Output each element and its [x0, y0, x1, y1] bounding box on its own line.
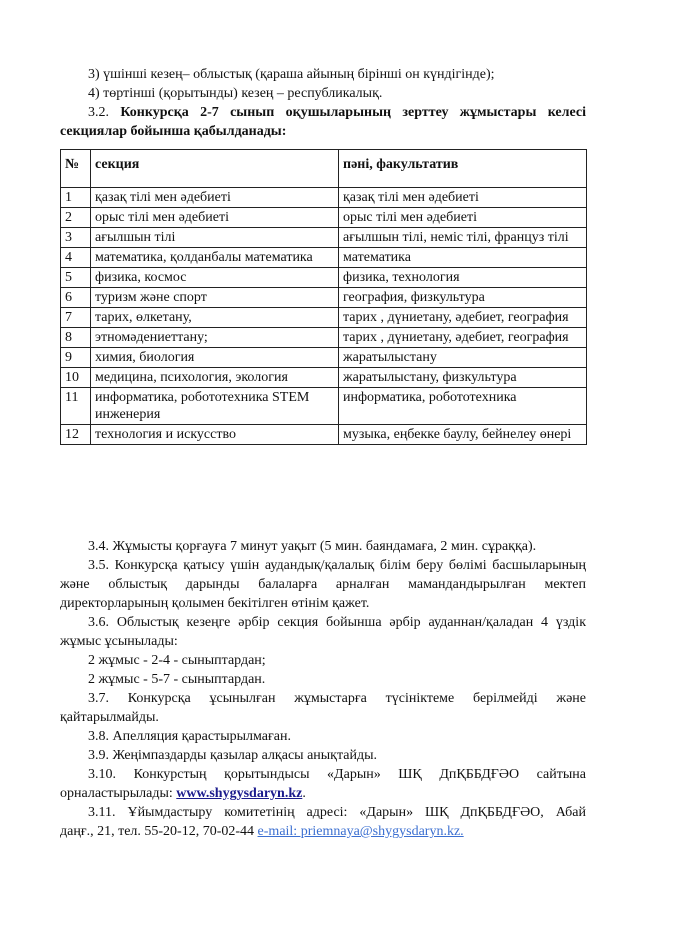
stage-4-line: 4) төртінші (қорытынды) кезең – республикалық. [88, 86, 383, 101]
para-3-8: 3.8. Апелляция қарастырылмаған. [88, 729, 291, 744]
row-number: 8 [61, 328, 91, 348]
para-3-5-line-2: және облыстық дарынды балаларға арналған мамандандырылған мектеп [60, 577, 586, 592]
para-3-5-line-1: 3.5. Конкурсқа қатысу үшін аудандық/қалалық білім беру бөлімі басшыларының [88, 558, 586, 573]
row-section: этномәдениеттану; [91, 328, 339, 348]
para-3-10-prefix: орналастырылады: [60, 786, 177, 801]
row-subject: жаратылыстану [339, 348, 587, 368]
row-number: 3 [61, 228, 91, 248]
row-section: туризм және спорт [91, 288, 339, 308]
row-section: информатика, робототехника STEM инженерия [91, 388, 339, 425]
header-number: № [61, 150, 91, 188]
para-3-11-line-2 [60, 823, 464, 842]
table-row [61, 308, 587, 328]
row-subject: музыка, еңбекке баулу, бейнелеу өнері [339, 425, 587, 445]
table-row [61, 228, 587, 248]
table-row [61, 328, 587, 348]
para-3-10-suffix: . [302, 786, 306, 801]
website-link[interactable]: www.shygysdaryn.kz [176, 786, 303, 801]
table-header-row [61, 150, 587, 188]
para-3-10-line-2 [60, 785, 306, 804]
table-row [61, 388, 587, 425]
row-number: 11 [61, 388, 91, 425]
row-number: 6 [61, 288, 91, 308]
header-subject: пәні, факультатив [339, 150, 587, 188]
row-section: медицина, психология, экология [91, 368, 339, 388]
table-row [61, 348, 587, 368]
table-row [61, 368, 587, 388]
para-3-6-line-2: жұмыс ұсынылады: [60, 634, 178, 649]
para-3-7-line-2: қайтарылмайды. [60, 710, 159, 725]
row-subject: ағылшын тілі, неміс тілі, француз тілі [339, 228, 587, 248]
email-link[interactable]: e-mail: priemnaya@shygysdaryn.kz. [257, 824, 464, 839]
row-subject: география, физкультура [339, 288, 587, 308]
row-subject: математика [339, 248, 587, 268]
row-section: орыс тілі мен әдебиеті [91, 208, 339, 228]
row-subject: қазақ тілі мен әдебиеті [339, 188, 587, 208]
para-3-6-item-b: 2 жұмыс - 5-7 - сыныптардан. [88, 672, 266, 687]
row-subject: физика, технология [339, 268, 587, 288]
table-row [61, 208, 587, 228]
row-section: тарих, өлкетану, [91, 308, 339, 328]
para-3-2-number: 3.2. [88, 105, 109, 120]
para-3-11-prefix: даңғ., 21, тел. 55-20-12, 70-02-44 [60, 824, 258, 839]
row-section: математика, қолданбалы математика [91, 248, 339, 268]
sections-table [60, 149, 587, 445]
table-row [61, 188, 587, 208]
table-row [61, 248, 587, 268]
row-number: 7 [61, 308, 91, 328]
row-section: физика, космос [91, 268, 339, 288]
row-number: 10 [61, 368, 91, 388]
para-3-9: 3.9. Жеңімпаздарды қазылар алқасы анықтайды. [88, 748, 378, 763]
row-subject: жаратылыстану, физкультура [339, 368, 587, 388]
table-row [61, 425, 587, 445]
row-number: 1 [61, 188, 91, 208]
stage-3-line: 3) үшінші кезең– облыстық (қараша айының бірінші он күндігінде); [88, 67, 495, 82]
para-3-4: 3.4. Жұмысты қорғауға 7 минут уақыт (5 мин. баяндамаға, 2 мин. сұраққа). [88, 539, 537, 554]
row-number: 12 [61, 425, 91, 445]
table-row [61, 288, 587, 308]
para-3-2-heading: Конкурсқа 2-7 сынып оқушыларының зерттеу жұмыстары келесі [120, 105, 586, 120]
row-section: химия, биология [91, 348, 339, 368]
table-row [61, 268, 587, 288]
para-3-7-line-1: 3.7. Конкурсқа ұсынылған жұмыстарға түсініктеме берілмейді және [88, 691, 586, 706]
row-number: 4 [61, 248, 91, 268]
row-subject: орыс тілі мен әдебиеті [339, 208, 587, 228]
para-3-10-line-1: 3.10. Конкурстың қорытындысы «Дарын» ШҚ ДпҚББДҒӘО сайтына [88, 767, 586, 782]
para-3-2-line-2: секциялар бойынша қабылданады: [60, 124, 287, 139]
para-3-2-line-1 [88, 104, 586, 123]
row-subject: тарих , дүниетану, әдебиет, география [339, 308, 587, 328]
row-number: 5 [61, 268, 91, 288]
row-section: технология и искусство [91, 425, 339, 445]
row-subject: информатика, робототехника [339, 388, 587, 425]
para-3-5-line-3: директорларының қолымен бекітілген өтінім қажет. [60, 596, 370, 611]
para-3-6-item-a: 2 жұмыс - 2-4 - сыныптардан; [88, 653, 266, 668]
para-3-6-line-1: 3.6. Облыстық кезеңге әрбір секция бойынша әрбір ауданнан/қаладан 4 үздік [88, 615, 586, 630]
row-number: 2 [61, 208, 91, 228]
header-section: секция [91, 150, 339, 188]
para-3-11-line-1: 3.11. Ұйымдастыру комитетінің адресі: «Дарын» ШҚ ДпҚББДҒӘО, Абай [88, 805, 586, 820]
row-section: қазақ тілі мен әдебиеті [91, 188, 339, 208]
row-subject: тарих , дүниетану, әдебиет, география [339, 328, 587, 348]
row-number: 9 [61, 348, 91, 368]
row-section: ағылшын тілі [91, 228, 339, 248]
